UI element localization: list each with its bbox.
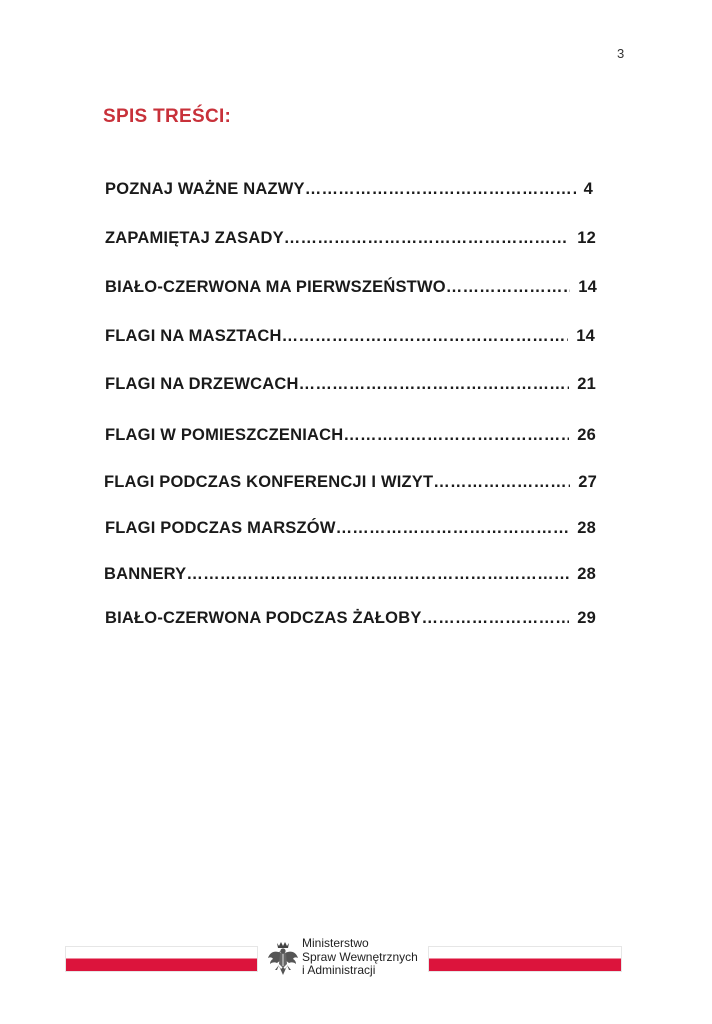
toc-entry-page: 27	[578, 473, 597, 491]
toc-heading: SPIS TREŚCI:	[103, 106, 232, 127]
white-eagle-emblem-icon	[267, 940, 299, 978]
toc-entry-title: BIAŁO-CZERWONA MA PIERWSZEŃSTWO	[105, 278, 446, 296]
toc-entry[interactable]	[104, 470, 597, 494]
toc-entry[interactable]	[105, 423, 596, 447]
ministry-name-line-1: Ministerstwo	[302, 936, 369, 950]
toc-entry-title: FLAGI W POMIESZCZENIACH	[105, 426, 344, 444]
toc-entry-title: BANNERY	[104, 565, 187, 583]
toc-entry[interactable]	[105, 324, 595, 348]
toc-entry-page: 14	[578, 278, 597, 296]
toc-entry-title: ZAPAMIĘTAJ ZASADY	[105, 229, 284, 247]
toc-entry[interactable]	[105, 606, 596, 630]
toc-leader-dots	[305, 177, 576, 201]
toc-entry-page: 28	[577, 565, 596, 583]
toc-entry-page: 14	[576, 327, 595, 345]
ministry-name-line-2: Spraw Wewnętrznych	[302, 949, 418, 964]
toc-leader-dots	[282, 324, 569, 348]
ministry-name	[302, 937, 418, 978]
page-number: 3	[617, 46, 625, 61]
toc-entry-page: 29	[577, 609, 596, 627]
toc-leader-dots	[186, 562, 569, 586]
toc-entry[interactable]	[104, 562, 596, 586]
toc-entry[interactable]	[105, 516, 596, 540]
toc-entry-title: POZNAJ WAŻNE NAZWY	[105, 180, 305, 198]
toc-entry-title: FLAGI NA MASZTACH	[105, 327, 282, 345]
ministry-name-line-3: i Administracji	[302, 963, 376, 977]
toc-entry[interactable]	[105, 226, 596, 250]
toc-entry-title: BIAŁO-CZERWONA PODCZAS ŻAŁOBY	[105, 609, 422, 627]
toc-entry[interactable]	[105, 275, 597, 299]
toc-entry-page: 21	[577, 375, 596, 393]
flag-bar-right	[428, 946, 622, 972]
toc-leader-dots	[343, 423, 569, 447]
toc-entry-page: 28	[577, 519, 596, 537]
toc-entry-page: 4	[583, 180, 593, 198]
toc-leader-dots	[422, 606, 570, 630]
toc-leader-dots	[284, 226, 569, 250]
toc-entry-page: 12	[577, 229, 596, 247]
toc-entry[interactable]	[105, 372, 596, 396]
toc-leader-dots	[299, 372, 570, 396]
flag-bar-left	[65, 946, 258, 972]
toc-leader-dots	[336, 516, 570, 540]
toc-leader-dots	[446, 275, 570, 299]
toc-entry[interactable]	[105, 177, 593, 201]
toc-leader-dots	[433, 470, 570, 494]
toc-entry-title: FLAGI PODCZAS MARSZÓW	[105, 519, 336, 537]
toc-entry-title: FLAGI NA DRZEWCACH	[105, 375, 299, 393]
toc-entry-title: FLAGI PODCZAS KONFERENCJI I WIZYT	[104, 473, 434, 491]
toc-entry-page: 26	[577, 426, 596, 444]
